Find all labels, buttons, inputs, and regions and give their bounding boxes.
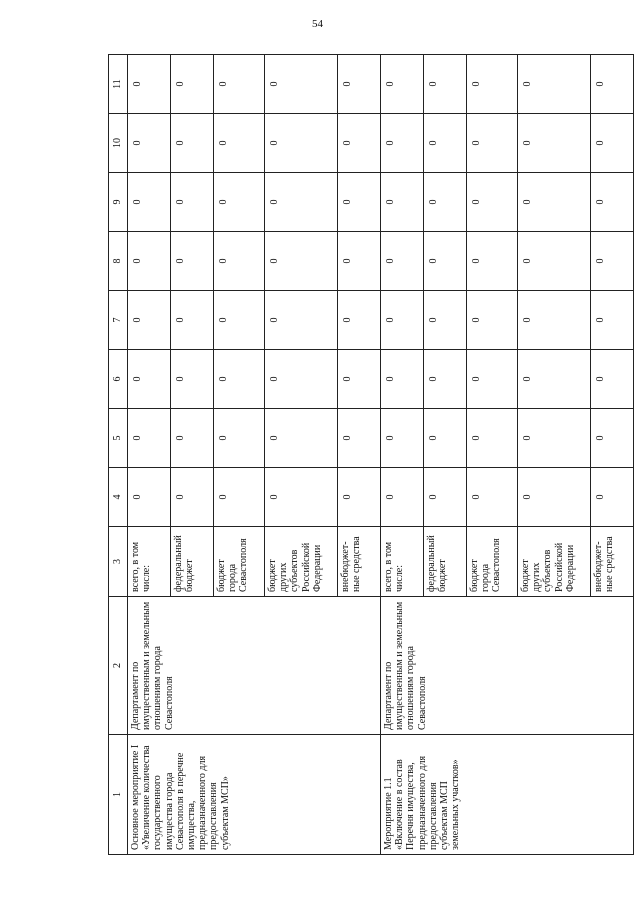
value-cell: 0 (518, 350, 591, 409)
funding-source-cell: внебюджет-ные средства (591, 527, 634, 597)
value-cell: 0 (591, 55, 634, 114)
value-cell: 0 (338, 232, 381, 291)
value-cell: 0 (467, 468, 518, 527)
funding-source-cell: бюджет других субъектов Российской Федерации (518, 527, 591, 597)
executor-cell: Департамент по имущественным и земельным отношениям города Севастополя (381, 597, 634, 735)
column-header: 8 (109, 232, 128, 291)
table-row (128, 55, 171, 855)
table-body (128, 55, 634, 855)
value-cell: 0 (171, 291, 214, 350)
value-cell: 0 (518, 55, 591, 114)
value-cell: 0 (265, 114, 338, 173)
column-header: 10 (109, 114, 128, 173)
column-header: 1 (109, 735, 128, 855)
value-cell: 0 (338, 173, 381, 232)
value-cell: 0 (591, 468, 634, 527)
funding-source-cell: бюджет города Севастополя (214, 527, 265, 597)
value-cell: 0 (591, 291, 634, 350)
value-cell: 0 (518, 291, 591, 350)
value-cell: 0 (214, 173, 265, 232)
value-cell: 0 (591, 173, 634, 232)
value-cell: 0 (424, 409, 467, 468)
value-cell: 0 (424, 468, 467, 527)
table-row (381, 55, 424, 855)
value-cell: 0 (424, 350, 467, 409)
column-header: 4 (109, 468, 128, 527)
value-cell: 0 (265, 468, 338, 527)
value-cell: 0 (214, 55, 265, 114)
value-cell: 0 (518, 173, 591, 232)
value-cell: 0 (467, 409, 518, 468)
value-cell: 0 (171, 114, 214, 173)
value-cell: 0 (214, 350, 265, 409)
value-cell: 0 (424, 55, 467, 114)
value-cell: 0 (381, 55, 424, 114)
rotated-table-container (108, 55, 616, 855)
value-cell: 0 (171, 55, 214, 114)
value-cell: 0 (265, 232, 338, 291)
value-cell: 0 (171, 232, 214, 291)
value-cell: 0 (591, 350, 634, 409)
value-cell: 0 (424, 291, 467, 350)
value-cell: 0 (591, 114, 634, 173)
value-cell: 0 (381, 468, 424, 527)
value-cell: 0 (214, 409, 265, 468)
value-cell: 0 (381, 173, 424, 232)
column-header: 6 (109, 350, 128, 409)
column-header: 9 (109, 173, 128, 232)
value-cell: 0 (467, 55, 518, 114)
funding-source-cell: бюджет других субъектов Российской Федерации (265, 527, 338, 597)
value-cell: 0 (128, 173, 171, 232)
value-cell: 0 (265, 350, 338, 409)
value-cell: 0 (214, 114, 265, 173)
value-cell: 0 (265, 409, 338, 468)
value-cell: 0 (338, 468, 381, 527)
value-cell: 0 (214, 468, 265, 527)
value-cell: 0 (518, 232, 591, 291)
value-cell: 0 (381, 409, 424, 468)
value-cell: 0 (214, 291, 265, 350)
rotated-table-wrapper (108, 55, 616, 855)
funding-source-cell: бюджет города Севастополя (467, 527, 518, 597)
value-cell: 0 (338, 114, 381, 173)
page-number: 54 (312, 18, 323, 30)
value-cell: 0 (214, 232, 265, 291)
value-cell: 0 (467, 173, 518, 232)
measure-name-cell: Основное мероприятие I «Увеличение количества государственного имущества города Севастополя в перечне имущества, предназначенного для предоставления субъектам МСП» (128, 735, 381, 855)
column-number-row (109, 55, 128, 855)
value-cell: 0 (381, 350, 424, 409)
funding-source-cell: всего, в том числе: (128, 527, 171, 597)
value-cell: 0 (467, 350, 518, 409)
value-cell: 0 (591, 232, 634, 291)
funding-source-cell: федеральный бюджет (424, 527, 467, 597)
value-cell: 0 (265, 55, 338, 114)
value-cell: 0 (381, 291, 424, 350)
funding-source-cell: федеральный бюджет (171, 527, 214, 597)
value-cell: 0 (128, 55, 171, 114)
value-cell: 0 (128, 114, 171, 173)
value-cell: 0 (171, 468, 214, 527)
funding-table (108, 54, 634, 855)
value-cell: 0 (518, 409, 591, 468)
value-cell: 0 (128, 350, 171, 409)
column-header: 5 (109, 409, 128, 468)
value-cell: 0 (381, 114, 424, 173)
value-cell: 0 (171, 173, 214, 232)
value-cell: 0 (381, 232, 424, 291)
value-cell: 0 (591, 409, 634, 468)
value-cell: 0 (128, 409, 171, 468)
value-cell: 0 (338, 409, 381, 468)
column-header: 3 (109, 527, 128, 597)
value-cell: 0 (518, 114, 591, 173)
executor-cell: Департамент по имущественным и земельным отношениям города Севастополя (128, 597, 381, 735)
value-cell: 0 (338, 55, 381, 114)
measure-name-cell: Мероприятие 1.1 «Включение в состав Перечня имущества, предназначенного для предоставления субъектам МСП земельных участков» (381, 735, 634, 855)
value-cell: 0 (265, 291, 338, 350)
value-cell: 0 (171, 350, 214, 409)
value-cell: 0 (424, 232, 467, 291)
value-cell: 0 (424, 173, 467, 232)
column-header: 7 (109, 291, 128, 350)
value-cell: 0 (338, 291, 381, 350)
column-header: 11 (109, 55, 128, 114)
value-cell: 0 (128, 291, 171, 350)
column-header: 2 (109, 597, 128, 735)
value-cell: 0 (265, 173, 338, 232)
value-cell: 0 (171, 409, 214, 468)
value-cell: 0 (128, 232, 171, 291)
value-cell: 0 (424, 114, 467, 173)
value-cell: 0 (467, 291, 518, 350)
funding-source-cell: внебюджет-ные средства (338, 527, 381, 597)
value-cell: 0 (128, 468, 171, 527)
value-cell: 0 (467, 114, 518, 173)
value-cell: 0 (518, 468, 591, 527)
value-cell: 0 (467, 232, 518, 291)
value-cell: 0 (338, 350, 381, 409)
funding-source-cell: всего, в том числе: (381, 527, 424, 597)
